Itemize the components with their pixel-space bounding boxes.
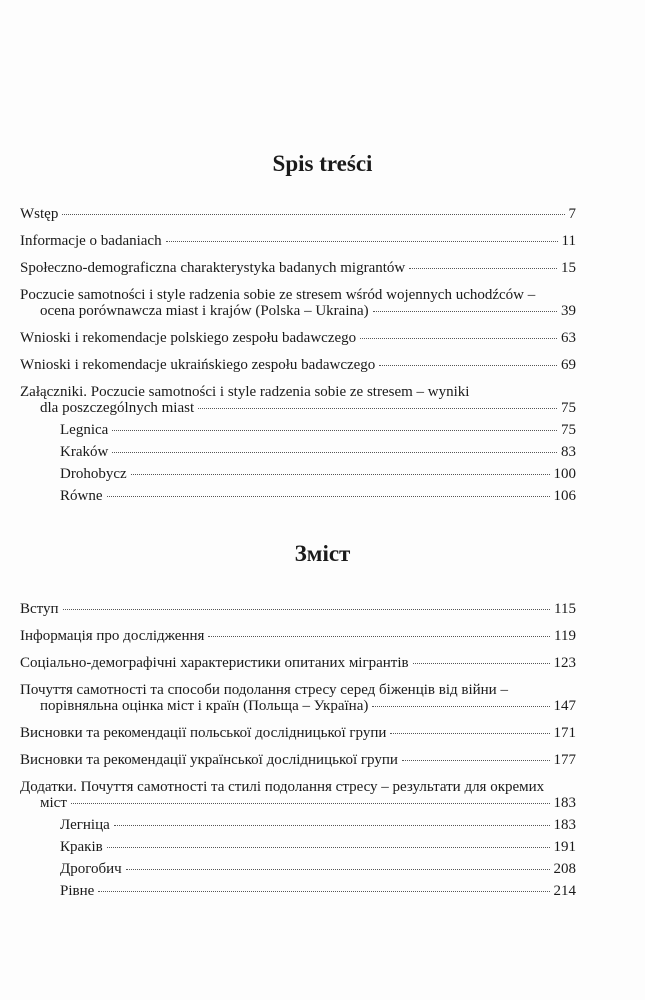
dot-leader <box>112 430 557 431</box>
toc-page-number: 147 <box>553 698 576 714</box>
dot-leader <box>98 891 549 892</box>
toc-entry[interactable] <box>20 357 576 373</box>
toc-entry-line <box>20 287 576 303</box>
toc-entry[interactable] <box>20 861 576 877</box>
toc-page-number: 191 <box>553 839 576 855</box>
toc-entry-title: Висновки та рекомендації української дослідницької групи <box>20 752 398 768</box>
dot-leader <box>62 214 564 215</box>
toc-entry-title: Вступ <box>20 601 59 617</box>
toc-entry[interactable] <box>20 466 576 482</box>
toc-entry[interactable] <box>20 287 576 319</box>
toc-entry-title: Informacje o badaniach <box>20 233 162 249</box>
toc-entry[interactable] <box>20 655 576 671</box>
toc-title-polish: Spis treści <box>272 151 373 176</box>
toc-entry-line <box>20 601 576 617</box>
toc-entry-title: Równe <box>60 488 103 504</box>
toc-entry-line <box>20 682 576 698</box>
toc-entry-line <box>60 466 576 482</box>
dot-leader <box>372 706 549 707</box>
toc-entry[interactable] <box>20 488 576 504</box>
toc-entry[interactable] <box>20 422 576 438</box>
toc-entry-title: ocena porównawcza miast i krajów (Polska – Ukraina) <box>40 303 369 319</box>
toc-entry-line <box>60 488 576 504</box>
toc-page-number: 83 <box>561 444 576 460</box>
dot-leader <box>360 338 557 339</box>
toc-page-number: 177 <box>553 752 576 768</box>
dot-leader <box>390 733 549 734</box>
dot-leader <box>373 311 557 312</box>
toc-entry-line <box>20 400 576 416</box>
toc-entry-line <box>20 655 576 671</box>
toc-page-number: 208 <box>553 861 576 877</box>
toc-entry[interactable] <box>20 233 576 249</box>
dot-leader <box>198 408 557 409</box>
toc-entry-title: Społeczno-demograficzna charakterystyka badanych migrantów <box>20 260 406 276</box>
toc-entry[interactable] <box>20 384 576 416</box>
dot-leader <box>409 268 557 269</box>
toc-page-number: 11 <box>561 233 576 249</box>
toc-entry-title: Wstęp <box>20 206 59 222</box>
toc-entry[interactable] <box>20 779 576 811</box>
toc-entry-title: Соціально-демографічні характеристики опитаних мігрантів <box>20 655 409 671</box>
toc-entry[interactable] <box>20 601 576 617</box>
toc-entry-title: Kraków <box>60 444 109 460</box>
toc-page-number: 115 <box>554 601 576 617</box>
toc-entry[interactable] <box>20 682 576 714</box>
toc-entry-title: порівняльна оцінка міст і країн (Польща – Україна) <box>40 698 369 714</box>
toc-entry-line <box>20 384 576 400</box>
toc-entry[interactable] <box>20 752 576 768</box>
toc-page-number: 183 <box>553 795 576 811</box>
toc-entry-line <box>20 698 576 714</box>
dot-leader <box>402 760 550 761</box>
toc-entry[interactable] <box>20 444 576 460</box>
toc-entry-line <box>20 725 576 741</box>
toc-entry-title: Висновки та рекомендації польської дослідницької групи <box>20 725 387 741</box>
toc-page-number: 119 <box>554 628 576 644</box>
toc-page-number: 63 <box>561 330 576 346</box>
toc-entry-line <box>20 357 576 373</box>
dot-leader <box>131 474 550 475</box>
toc-entry[interactable] <box>20 628 576 644</box>
dot-leader <box>107 496 550 497</box>
toc-entry-line <box>20 779 576 795</box>
toc-entry-line <box>20 303 576 319</box>
toc-entry[interactable] <box>20 839 576 855</box>
dot-leader <box>107 847 550 848</box>
toc-page-number: 100 <box>553 466 576 482</box>
dot-leader <box>126 869 550 870</box>
toc-entry-line <box>20 795 576 811</box>
toc-entry-title: Краків <box>60 839 103 855</box>
dot-leader <box>379 365 557 366</box>
toc-entry-title: Wnioski i rekomendacje polskiego zespołu badawczego <box>20 330 357 346</box>
toc-entry-title: dla poszczególnych miast <box>40 400 195 416</box>
toc-entry-line <box>60 422 576 438</box>
toc-entry-line <box>20 206 576 222</box>
toc-entry-line <box>60 817 576 833</box>
toc-title-ukrainian: Зміст <box>294 541 351 566</box>
toc-page-number: 69 <box>561 357 576 373</box>
toc-entry-line <box>20 260 576 276</box>
toc-page-number: 214 <box>553 883 576 899</box>
toc-page-number: 15 <box>561 260 576 276</box>
toc-page-number: 183 <box>553 817 576 833</box>
dot-leader <box>63 609 550 610</box>
toc-entry[interactable] <box>20 330 576 346</box>
toc-entry[interactable] <box>20 883 576 899</box>
toc-entry-line <box>20 752 576 768</box>
toc-entry-line <box>60 444 576 460</box>
toc-entry-line <box>60 861 576 877</box>
dot-leader <box>208 636 550 637</box>
dot-leader <box>71 803 550 804</box>
toc-page-number: 75 <box>561 422 576 438</box>
toc-entry-title: Poczucie samotności i style radzenia sobie ze stresem wśród wojennych uchodźców – <box>20 287 536 303</box>
toc-entry-title: міст <box>40 795 67 811</box>
toc-entry-title: Wnioski i rekomendacje ukraińskiego zespołu badawczego <box>20 357 376 373</box>
toc-entry-line <box>20 330 576 346</box>
toc-entry-line <box>60 839 576 855</box>
toc-entry-line <box>20 628 576 644</box>
toc-entry-line <box>20 233 576 249</box>
toc-page-number: 123 <box>553 655 576 671</box>
dot-leader <box>413 663 550 664</box>
toc-entry-title: Drohobycz <box>60 466 127 482</box>
toc-entry-title: Дрогобич <box>60 861 122 877</box>
toc-entry-title: Почуття самотності та способи подолання стресу серед біженців від війни – <box>20 682 508 698</box>
toc-entry-title: Інформація про дослідження <box>20 628 205 644</box>
toc-page-number: 171 <box>553 725 576 741</box>
toc-entry[interactable] <box>20 817 576 833</box>
dot-leader <box>112 452 557 453</box>
toc-list-polish <box>20 206 576 504</box>
toc-entry-title: Рівне <box>60 883 95 899</box>
toc-page-number: 75 <box>561 400 576 416</box>
toc-page-number: 39 <box>561 303 576 319</box>
toc-list-ukrainian <box>20 601 576 899</box>
toc-page-number: 7 <box>568 206 576 222</box>
dot-leader <box>166 241 558 242</box>
toc-entry-title: Załączniki. Poczucie samotności i style radzenia sobie ze stresem – wyniki <box>20 384 470 400</box>
dot-leader <box>114 825 550 826</box>
toc-entry[interactable] <box>20 260 576 276</box>
toc-entry-title: Легніца <box>60 817 110 833</box>
toc-entry[interactable] <box>20 725 576 741</box>
toc-entry-title: Legnica <box>60 422 109 438</box>
toc-entry-title: Додатки. Почуття самотності та стилі подолання стресу – результати для окремих <box>20 779 545 795</box>
toc-page-number: 106 <box>553 488 576 504</box>
toc-entry-line <box>60 883 576 899</box>
toc-entry[interactable] <box>20 206 576 222</box>
